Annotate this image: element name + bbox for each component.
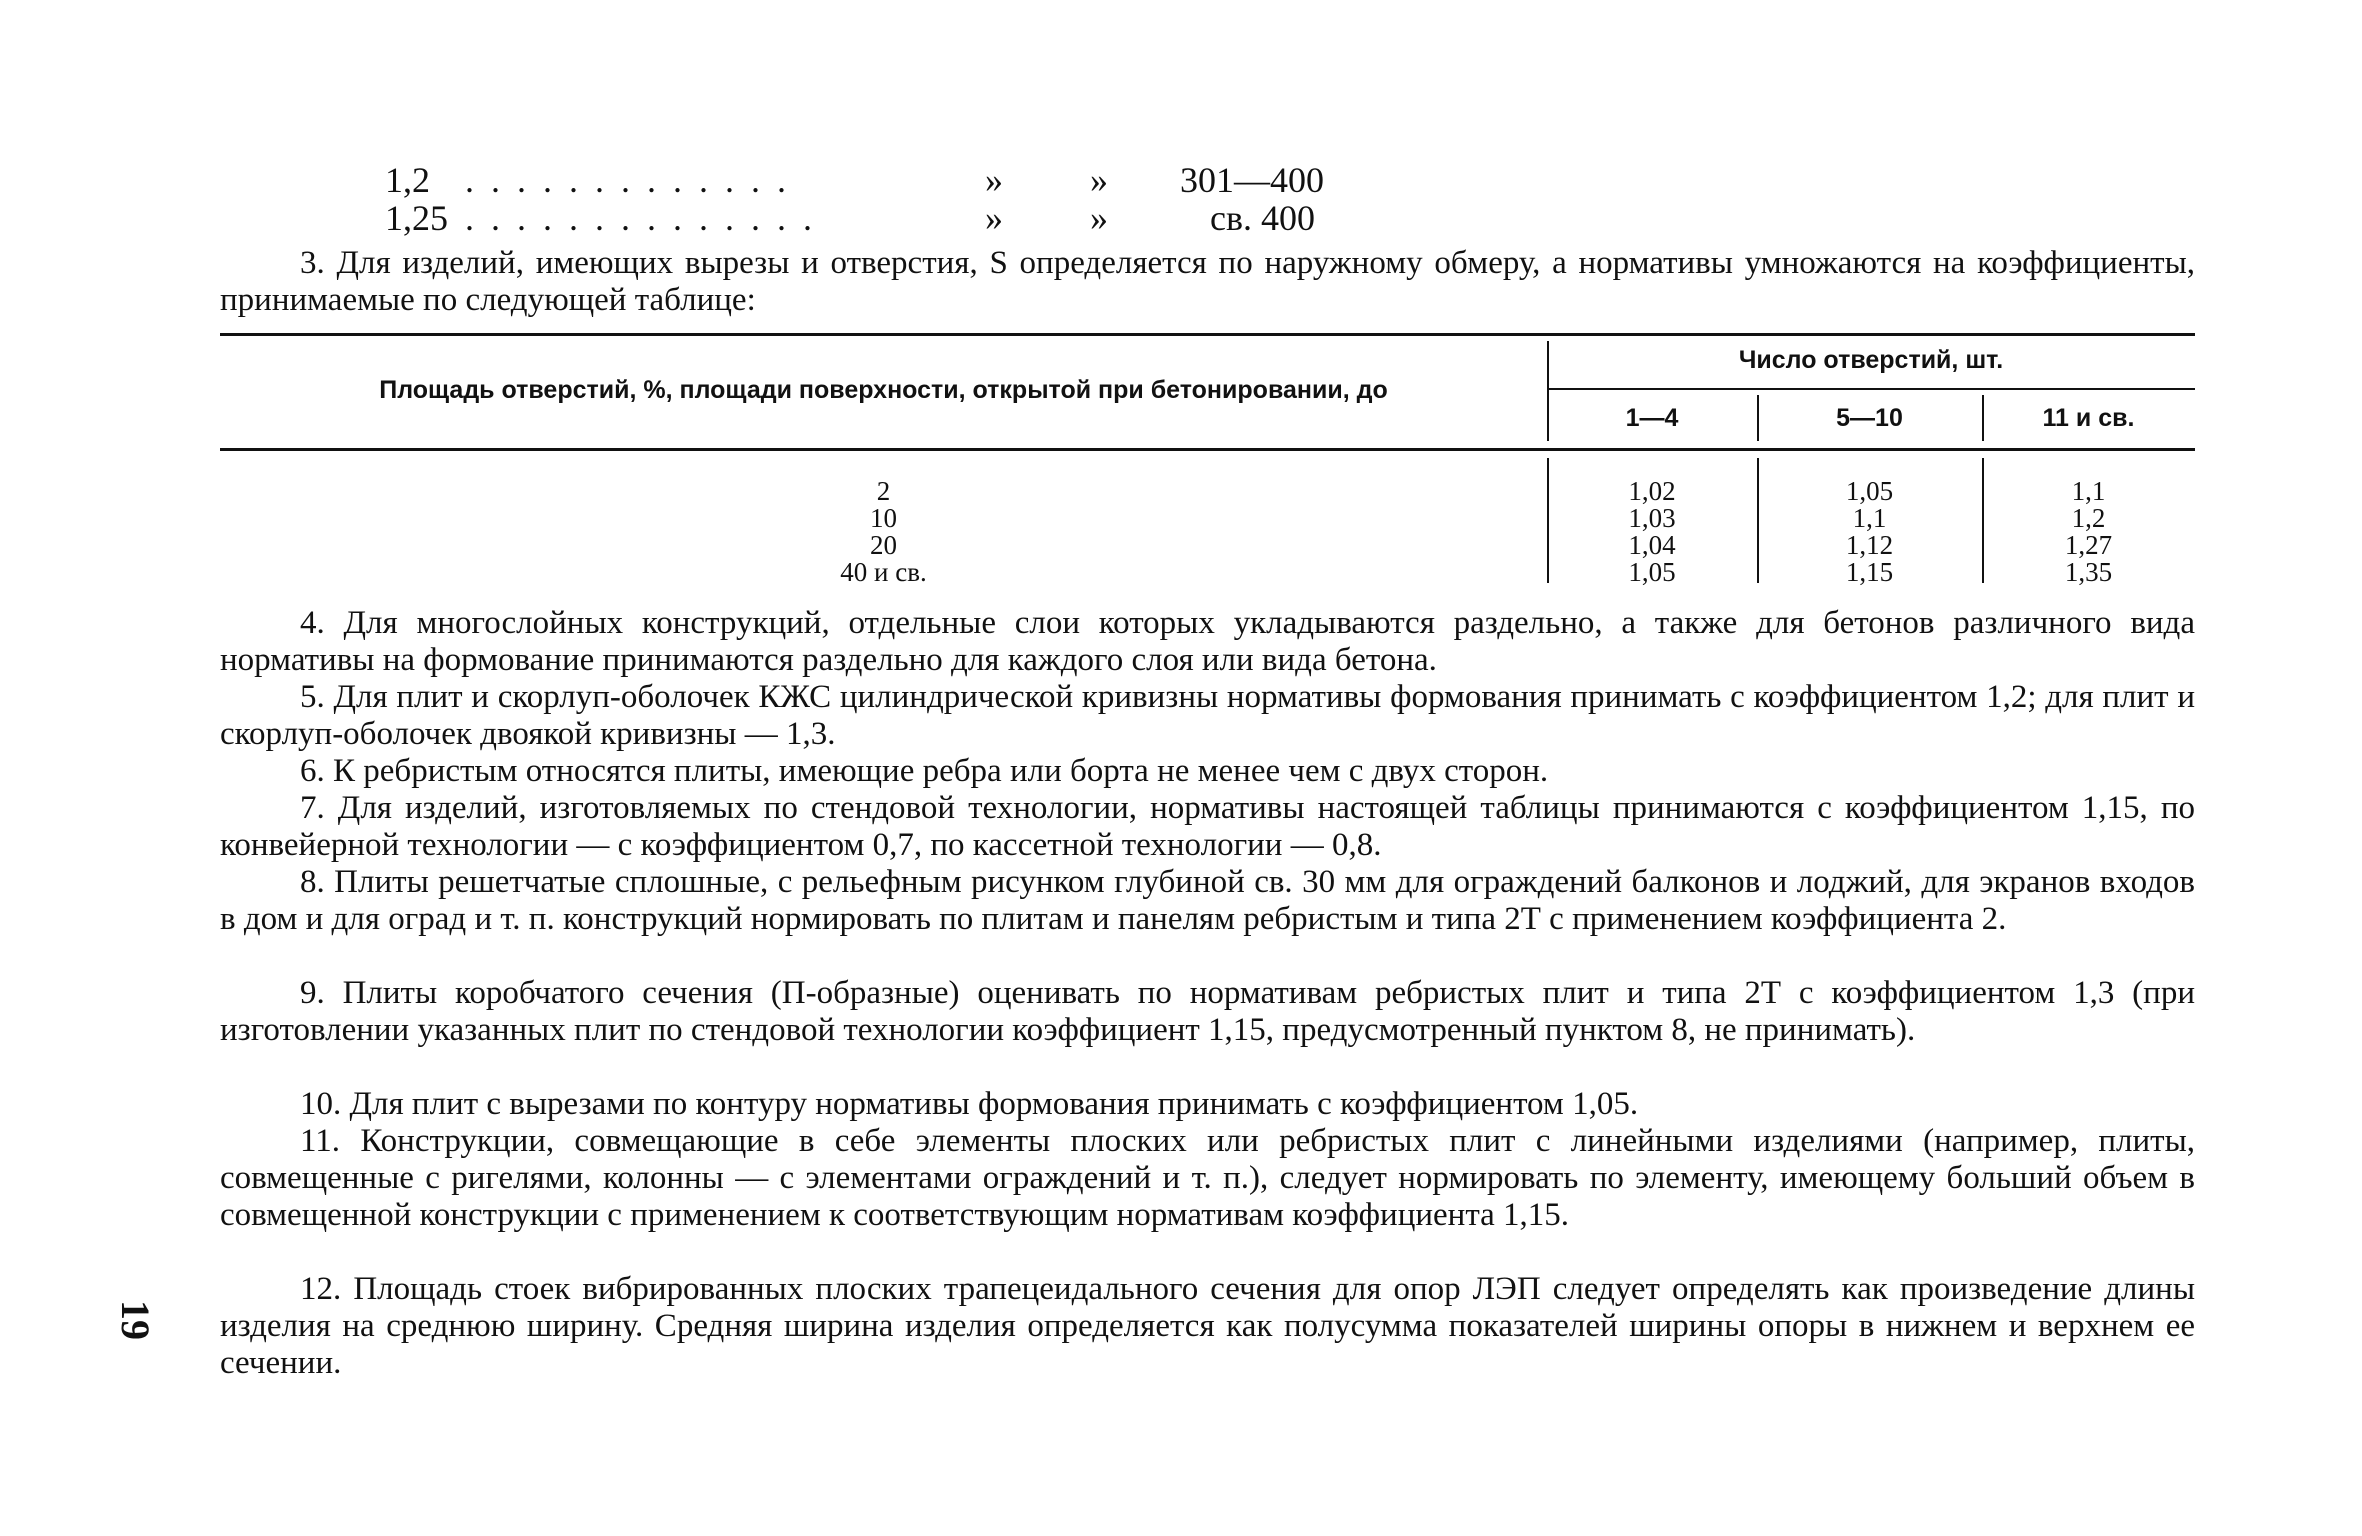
paragraph-5 [220,679,2195,753]
table-cell: 1,03 [1628,503,1676,533]
continued-row-2 [385,198,1345,238]
paragraph-11 [220,1123,2195,1234]
paragraph-7 [220,790,2195,864]
paragraph-12 [220,1271,2195,1382]
paragraph-text: 4. Для многослойных конструкций, отдельные слои которых укладываются раздельно, а также для бетонов различного вида нормативы на формование принимаются раздельно для каждого слоя или вида бетона. [220,605,2195,678]
paragraph-10 [220,1086,2195,1123]
table-cell: 1,02 [1628,476,1676,506]
paragraph-8 [220,864,2195,938]
header-hole-count: Число отверстий, шт. [1738,346,2004,374]
coef-value: 1,25 [385,198,448,238]
range-value: 301—400 [1180,160,1324,200]
col-3-values [1982,478,2195,586]
table-subheader-rule [1547,388,2195,390]
paragraph-text: 11. Конструкции, совмещающие в себе элементы плоских или ребристых плит с линейными изделиями (например, плиты, совмещенные с ригелями, колонны — с элементами ограждений и т. п.), следует нормировать по элементу, имеющему больший объем в совмещенной конструкции с применением к соответствующим нормативам коэффициента 1,15. [220,1123,2195,1233]
paragraph-6 [220,753,2195,790]
paragraph-text: 8. Плиты решетчатые сплошные, с рельефным рисунком глубиной св. 30 мм для ограждений балконов и лоджий, для экранов входов в дом и для оград и т. п. конструкций нормировать по плитам и панелям ребристым и типа 2Т с применением коэффициента 2. [220,864,2195,937]
table-cell: 10 [870,503,897,533]
table-cell: 1,35 [2064,557,2113,587]
paragraph-text: 5. Для плит и скорлуп-оболочек КЖС цилиндрической кривизны нормативы формования принимать с коэффициентом 1,2; для плит и скорлуп-оболочек двоякой кривизны — 1,3. [220,679,2195,752]
table-cell: 1,27 [2064,530,2113,560]
area-column [220,478,1547,586]
header-col-3: 11 и св. [2042,404,2135,432]
table-cell: 1,12 [1845,530,1894,560]
coef-value: 1,2 [385,160,430,200]
table-cell: 40 и св. [840,557,927,587]
paragraph-text: 12. Площадь стоек вибрированных плоских трапецеидального сечения для опор ЛЭП следует определять как произведение длины изделия на среднюю ширину. Средняя ширина изделия определяется как полусумма показателей ширины опоры в нижнем и верхнем ее сечении. [220,1271,2195,1381]
paragraph-text: 10. Для плит с вырезами по контуру нормативы формования принимать с коэффициентом 1,05. [300,1086,1639,1122]
table-cell: 1,05 [1628,557,1676,587]
table-cell: 1,1 [2071,476,2106,506]
paragraph-text: 9. Плиты коробчатого сечения (П-образные) оценивать по нормативам ребристых плит и типа 2Т с коэффициентом 1,3 (при изготовлении указанных плит по стендовой технологии коэффициент 1,15, предусмотренный пунктом 8, не принимать). [220,975,2195,1048]
dot-leader: . . . . . . . . . . . . . . [465,198,816,238]
paragraph-text: 7. Для изделий, изготовляемых по стендовой технологии, нормативы настоящей таблицы принимаются с коэффициентом 1,15, по конвейерной технологии — с коэффициентом 0,7, по кассетной технологии — 0,8. [220,790,2195,863]
paragraph-text: 6. К ребристым относятся плиты, имеющие ребра или борта не менее чем с двух сторон. [300,753,1549,789]
table-cell: 1,15 [1845,557,1894,587]
col-1-values [1547,478,1757,586]
range-value: св. 400 [1210,198,1315,238]
header-col-2: 5—10 [1836,404,1903,432]
coefficient-table [220,333,2195,593]
paragraph-4 [220,605,2195,679]
table-cell: 1,1 [1852,503,1887,533]
table-header-rule [220,448,2195,451]
table-cell: 2 [876,476,891,506]
table-cell: 20 [870,530,897,560]
dot-leader: . . . . . . . . . . . . . [465,160,790,200]
table-top-rule [220,333,2195,336]
col-2-values [1757,478,1982,586]
ditto-mark: » [1090,198,1108,238]
ditto-mark: » [1090,160,1108,200]
paragraph-9 [220,975,2195,1049]
page-number: 19 [113,1300,158,1340]
table-cell: 1,05 [1845,476,1894,506]
table-cell: 1,2 [2071,503,2106,533]
ditto-mark: » [985,198,1003,238]
ditto-mark: » [985,160,1003,200]
header-area: Площадь отверстий, %, площади поверхности, открытой при бетонировании, до [379,376,1388,404]
paragraph-text: 3. Для изделий, имеющих вырезы и отверстия, S определяется по наружному обмеру, а нормативы умножаются на коэффициенты, принимаемые по следующей таблице: [220,245,2195,318]
continued-row-1 [385,160,1345,200]
paragraph-3 [220,245,2195,319]
header-col-1: 1—4 [1625,404,1679,432]
table-cell: 1,04 [1628,530,1676,560]
